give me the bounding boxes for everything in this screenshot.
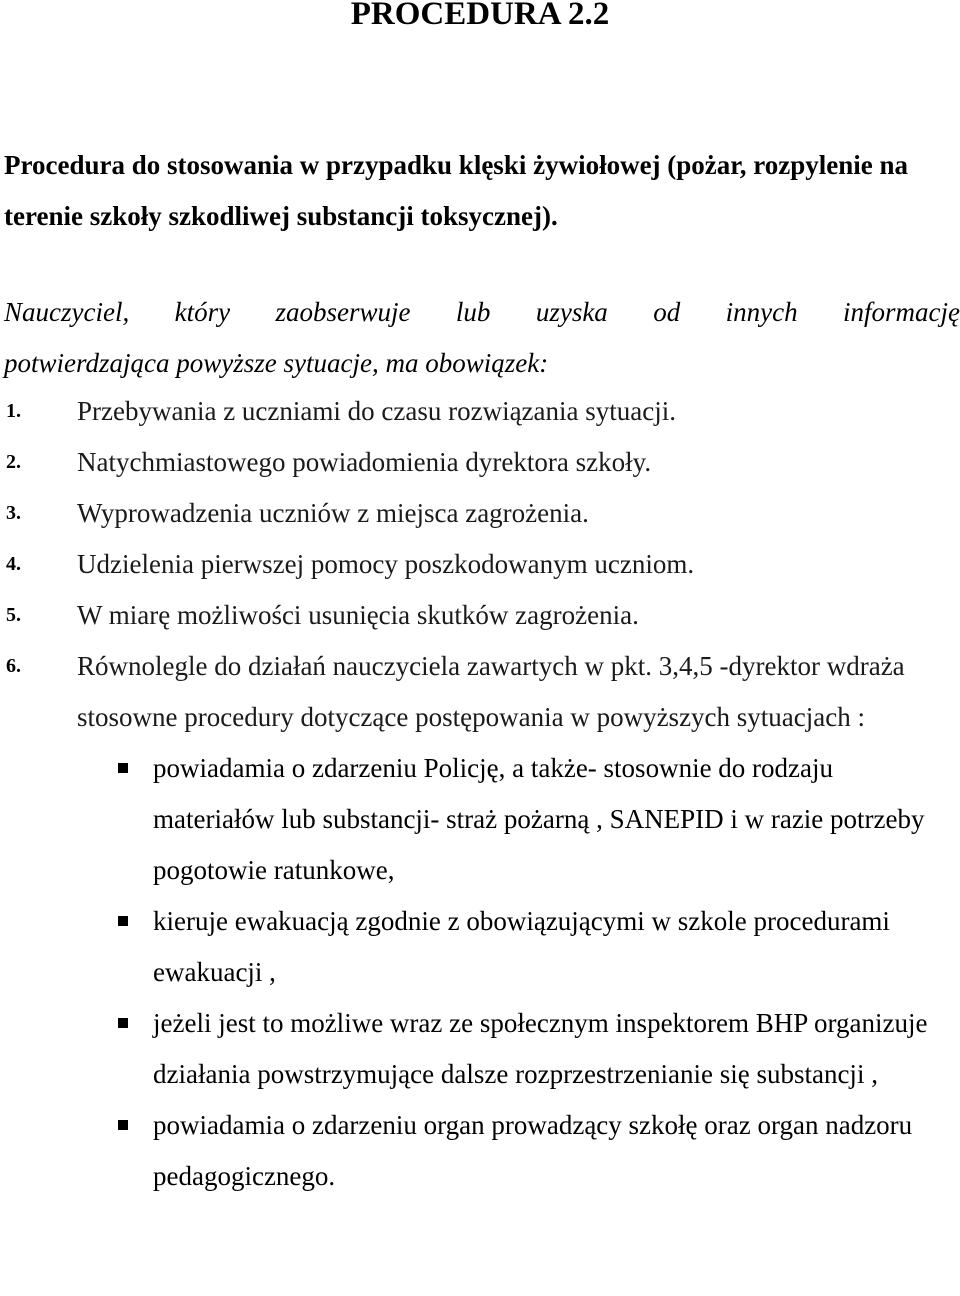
bullet-text: jeżeli jest to możliwe wraz ze społecznym inspektorem BHP organizuje działania powstrzymujące dalsze rozprzestrzenianie się substancji ,: [153, 1008, 928, 1089]
document-title: PROCEDURA 2.2: [350, 0, 610, 32]
bullet-text: powiadamia o zdarzeniu organ prowadzący szkołę oraz organ nadzoru pedagogicznego.: [153, 1110, 913, 1191]
step-item: [0, 590, 960, 641]
step-item: [0, 488, 960, 539]
bullet-item: [77, 743, 960, 896]
step-number: 1.: [6, 400, 21, 422]
square-bullet-icon: [118, 916, 128, 926]
step-item: [0, 539, 960, 590]
square-bullet-icon: [118, 1120, 128, 1130]
step-text: Udzielenia pierwszej pomocy poszkodowanym uczniom.: [77, 549, 695, 579]
step-number: 4.: [6, 553, 21, 575]
step-text: Równolegle do działań nauczyciela zawartych w pkt. 3,4,5 -dyrektor wdraża stosowne procedury dotyczące postępowania w powyższych sytuacjach :: [77, 651, 905, 732]
lead-line-1: Nauczyciel, który zaobserwuje lub uzyska od innych informację: [4, 297, 960, 327]
step-item: [0, 386, 960, 437]
square-bullet-icon: [118, 1018, 128, 1028]
step-item: [0, 641, 960, 1202]
step-number: 2.: [6, 451, 21, 473]
bullet-text: powiadamia o zdarzeniu Policję, a także- stosownie do rodzaju materiałów lub substancji- straż pożarną , SANEPID i w razie potrzeby pogotowie ratunkowe,: [153, 753, 925, 885]
procedure-intro: Procedura do stosowania w przypadku klęski żywiołowej (pożar, rozpylenie na terenie szkoły szkodliwej substancji toksycznej).: [4, 150, 909, 231]
director-actions-list: [77, 743, 960, 1202]
step-number: 3.: [6, 502, 21, 524]
step-number: 5.: [6, 604, 21, 626]
bullet-item: [77, 998, 960, 1100]
lead-line-2: potwierdzająca powyższe sytuacje, ma obowiązek:: [4, 348, 549, 378]
square-bullet-icon: [118, 763, 128, 773]
step-number: 6.: [6, 655, 21, 677]
step-text: Wyprowadzenia uczniów z miejsca zagrożenia.: [77, 498, 589, 528]
step-text: Przebywania z uczniami do czasu rozwiązania sytuacji.: [77, 396, 676, 426]
step-text: W miarę możliwości usunięcia skutków zagrożenia.: [77, 600, 639, 630]
bullet-item: [77, 1100, 960, 1202]
teacher-duty-lead: [4, 287, 960, 389]
duty-steps-list: [0, 386, 960, 1202]
step-item: [0, 437, 960, 488]
bullet-text: kieruje ewakuacją zgodnie z obowiązującymi w szkole procedurami ewakuacji ,: [153, 906, 890, 987]
step-text: Natychmiastowego powiadomienia dyrektora szkoły.: [77, 447, 652, 477]
bullet-item: [77, 896, 960, 998]
